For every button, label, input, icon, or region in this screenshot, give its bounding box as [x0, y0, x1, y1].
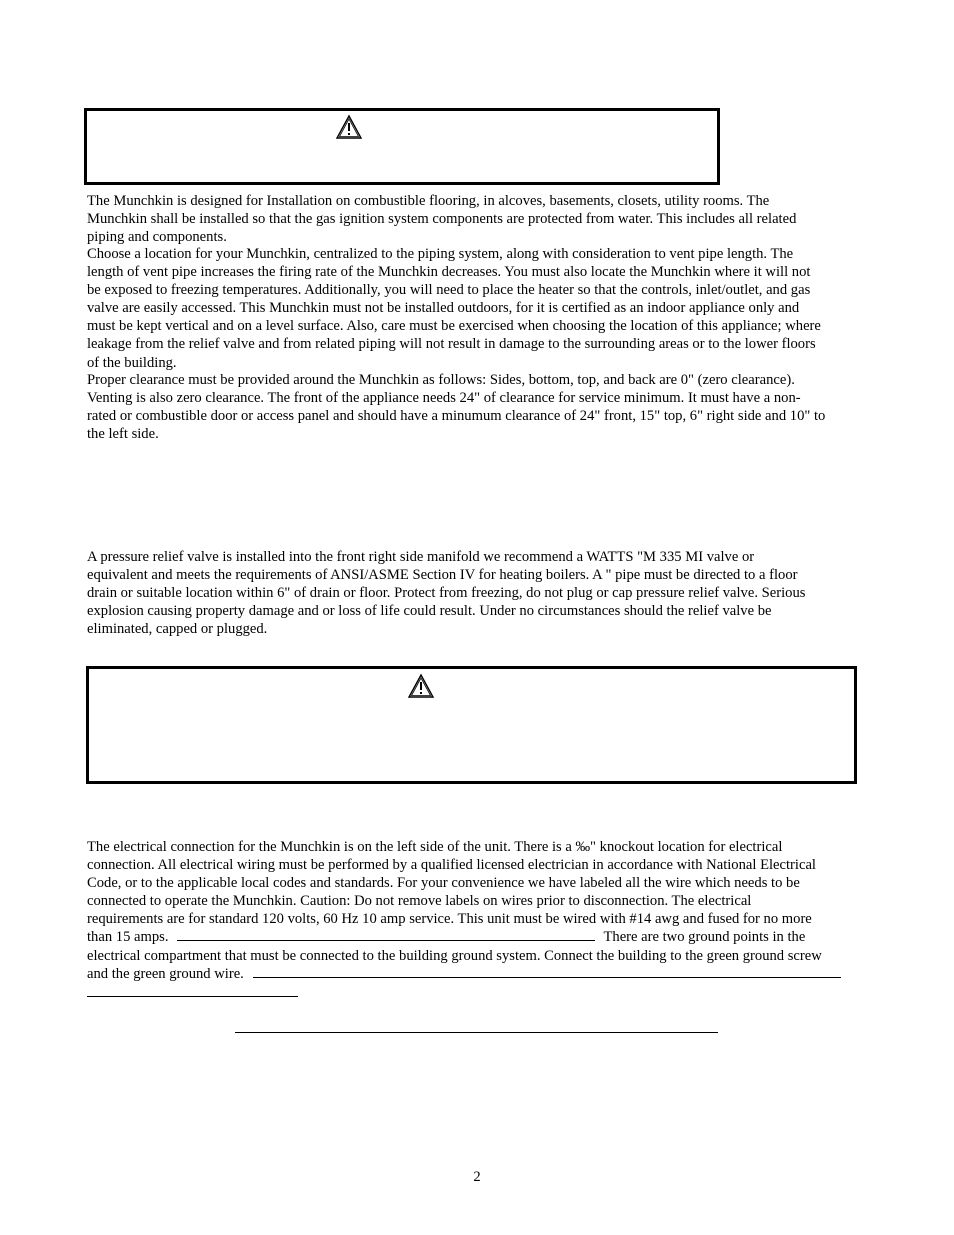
underline-blank — [177, 939, 595, 941]
clearance-paragraph: Proper clearance must be provided around the Munchkin as follows: Sides, bottom, top, and back are 0" (zero clearance). Venting is also zero clearance. The front of the appliance needs 24" of clearance for service minimum. It must have a non- rated or combustible door or access panel and should have a minumum clearance of 24" front, 15" top, 6" right side and 10" to the left side. — [87, 372, 826, 443]
warning-triangle-icon — [335, 114, 363, 140]
electrical-line-8: and the green ground wire. — [87, 965, 869, 983]
warning-box-middle — [86, 666, 857, 784]
electrical-paragraph: The electrical connection for the Munchkin is on the left side of the unit. There is a ‰" knockout location for electrical connection. All electrical wiring must be performed by a qualified licensed electrician in accordance with National Electrical Code, or to the applicable local codes and standards. For your convenience we have labeled all the wire which needs to be connected to operate the Munchkin. Caution: Do not remove labels on wires prior to disconnection. The electrical requirements are for standard 120 volts, 60 Hz 10 amp service. This unit must be wired with #14 awg and fused for no more than 15 amps. There are two ground points in the electrical compartment that must be connected to the building ground system. Connect the building to the green ground screw and the green ground wire. — [87, 838, 869, 983]
warning-triangle-icon — [407, 673, 435, 699]
installation-paragraph-2: Choose a location for your Munchkin, centralized to the piping system, along with consideration to vent pipe length. The length of vent pipe increases the firing rate of the Munchkin decreases. You must also locate the Munchkin where it will not be exposed to freezing temperatures. Additionally, you will need to place the heater so that the controls, inlet/outlet, and gas valve are easily accessed. This Munchkin must not be installed outdoors, for it is certified as an indoor appliance only and must be kept vertical and on a level surface. Also, care must be exercised when choosing the location of this appliance; where leakage from the relief valve and from related piping will not result in damage to the surrounding areas or to the lower floors of the building. — [87, 246, 821, 371]
underline-rule — [235, 1032, 718, 1033]
electrical-line-6: than 15 amps. There are two ground points in the — [87, 929, 806, 946]
underline-blank — [253, 976, 841, 978]
installation-paragraph-1: The Munchkin is designed for Installation on combustible flooring, in alcoves, basements, closets, utility rooms. The Munchkin shall be installed so that the gas ignition system components are protected from water. This includes all related piping and components. — [87, 193, 797, 246]
warning-box-top — [84, 108, 720, 185]
underline-rule — [87, 996, 298, 997]
relief-valve-paragraph: A pressure relief valve is installed into the front right side manifold we recommend a WATTS "M 335 MI valve or equivalent and meets the requirements of ANSI/ASME Section IV for heating boilers. A " pipe must be directed to a floor drain or suitable location within 6" of drain or floor. Protect from freezing, do not plug or cap pressure relief valve. Serious explosion causing property damage and or loss of life could result. Under no circumstances should the relief valve be eliminated, capped or plugged. — [87, 549, 806, 638]
page-number: 2 — [473, 1169, 481, 1185]
